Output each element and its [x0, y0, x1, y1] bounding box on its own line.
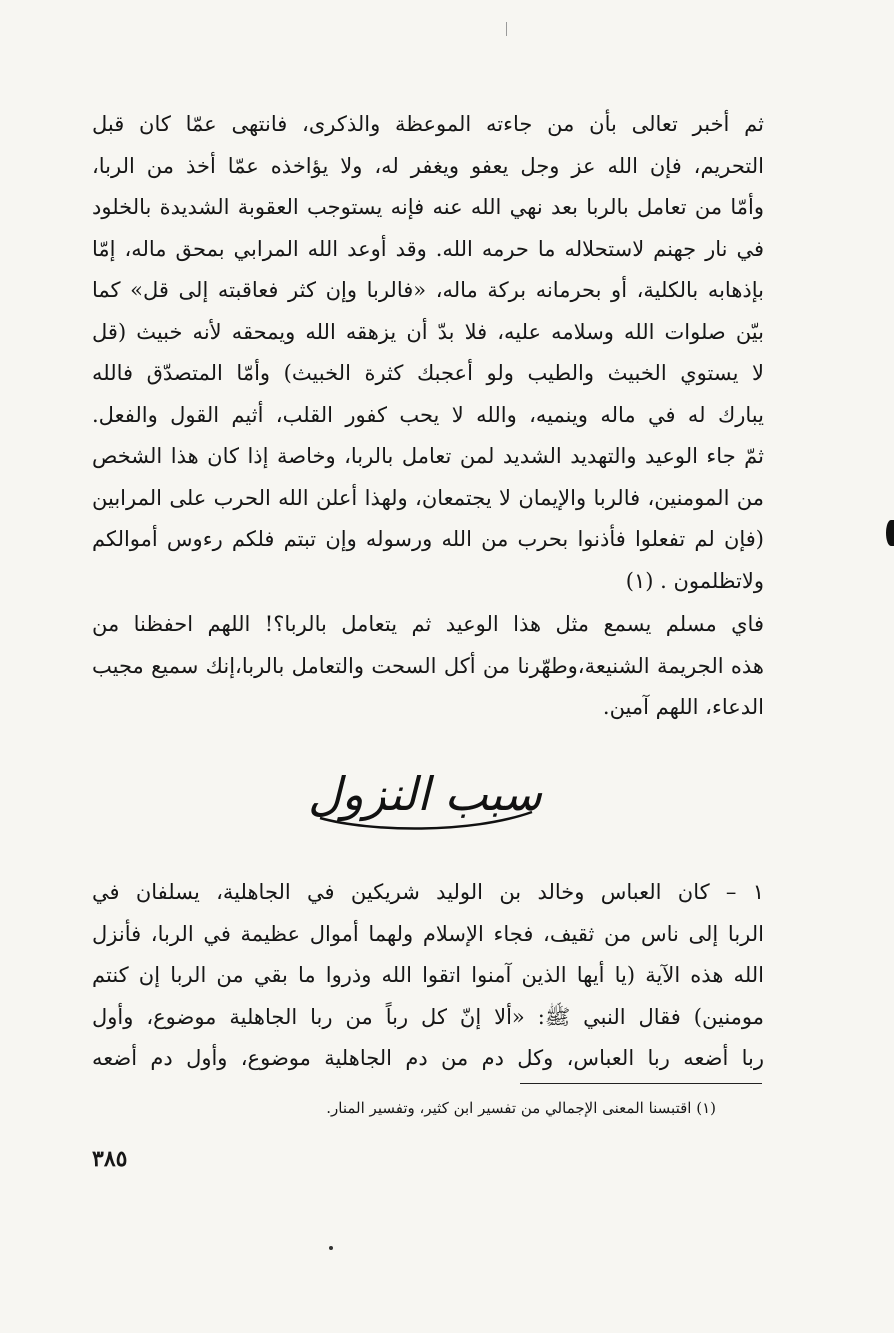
text-line: الدعاء، اللهم آمين. [602, 695, 764, 719]
paragraph-prayer [92, 604, 764, 729]
text-line: يبارك له في ماله وينميه، والله لا يحب كفور القلب، أثيم القول والفعل. [92, 402, 764, 427]
text-line: ربا أضعه ربا العباس، وكل دم من دم الجاهلية موضوع، وأول دم أضعه [92, 1046, 764, 1070]
text-line: من المومنين، فالربا والإيمان لا يجتمعان، ولهذا أعلن الله الحرب على المرابين [92, 485, 764, 510]
text-line: في نار جهنم لاستحلاله ما حرمه الله. وقد أوعد الله المرابي بمحق ماله، إمّا [92, 236, 764, 261]
text-line: الربا إلى ناس من ثقيف، فجاء الإسلام ولهما أموال عظيمة في الربا، فأنزل [92, 921, 764, 946]
text-line: لا يستوي الخبيث والطيب ولو أعجبك كثرة الخبيث) وأمّا المتصدّق فالله [92, 361, 764, 385]
text-line: مومنين) فقال النبي ﷺ: «ألا إنّ كل رباً من ربا الجاهلية موضوع، وأول [92, 1004, 764, 1029]
scan-mark-top [506, 22, 507, 36]
footnote-divider [520, 1083, 762, 1084]
text-line: التحريم، فإن الله عز وجل يعفو ويغفر له، ولا يؤاخذه عمّا أخذ من الربا، [92, 153, 764, 178]
paragraph-revelation-reason [92, 872, 764, 1080]
calligraphy-heading-graphic [300, 752, 550, 842]
text-line: وأمّا من تعامل بالربا بعد نهي الله عنه فإنه يستوجب العقوبة الشديدة بالخلود [92, 195, 764, 219]
text-line: ثم أخبر تعالى بأن من جاءته الموعظة والذكرى، فانتهى عمّا كان قبل [92, 112, 764, 136]
text-line: هذه الجريمة الشنيعة،وطهّرنا من أكل السحت والتعامل بالربا،إنك سميع مجيب [92, 653, 764, 678]
scan-mark-bottom [329, 1246, 333, 1250]
text-line: ١ – كان العباس وخالد بن الوليد شريكين في الجاهلية، يسلفان في [92, 880, 764, 904]
section-heading-calligraphy [300, 752, 550, 842]
text-line: الله هذه الآية (يا أيها الذين آمنوا اتقوا الله وذروا ما بقي من الربا إن كنتم [92, 963, 764, 987]
text-line: بيّن صلوات الله وسلامه عليه، فلا بدّ أن يزهقه الله ويمحقه لأنه خبيث (قل [92, 319, 764, 344]
text-line: ولاتظلمون . (١) [625, 568, 764, 593]
text-line: فاي مسلم يسمع مثل هذا الوعيد ثم يتعامل بالربا؟! اللهم احفظنا من [92, 612, 764, 636]
text-line: ثمّ جاء الوعيد والتهديد الشديد لمن تعامل بالربا، وخاصة إذا كان هذا الشخص [92, 444, 764, 468]
text-line: (فإن لم تفعلوا فأذنوا بحرب من الله ورسوله وإن تبتم فلكم رءوس أموالكم [92, 527, 764, 551]
paragraph-riba-warning [92, 104, 764, 602]
footnote: (١) اقتبسنا المعنى الإجمالي من تفسير ابن كثير، وتفسير المنار. [326, 1099, 716, 1117]
text-line: بإذهابه بالكلية، أو بحرمانه بركة ماله، «فالربا وإن كثر فعاقبته إلى قل» كما [92, 278, 764, 302]
page-number: ٣٨٥ [92, 1146, 128, 1172]
scan-edge-mark [886, 520, 894, 546]
heading-text: سبب النزول [308, 767, 542, 821]
